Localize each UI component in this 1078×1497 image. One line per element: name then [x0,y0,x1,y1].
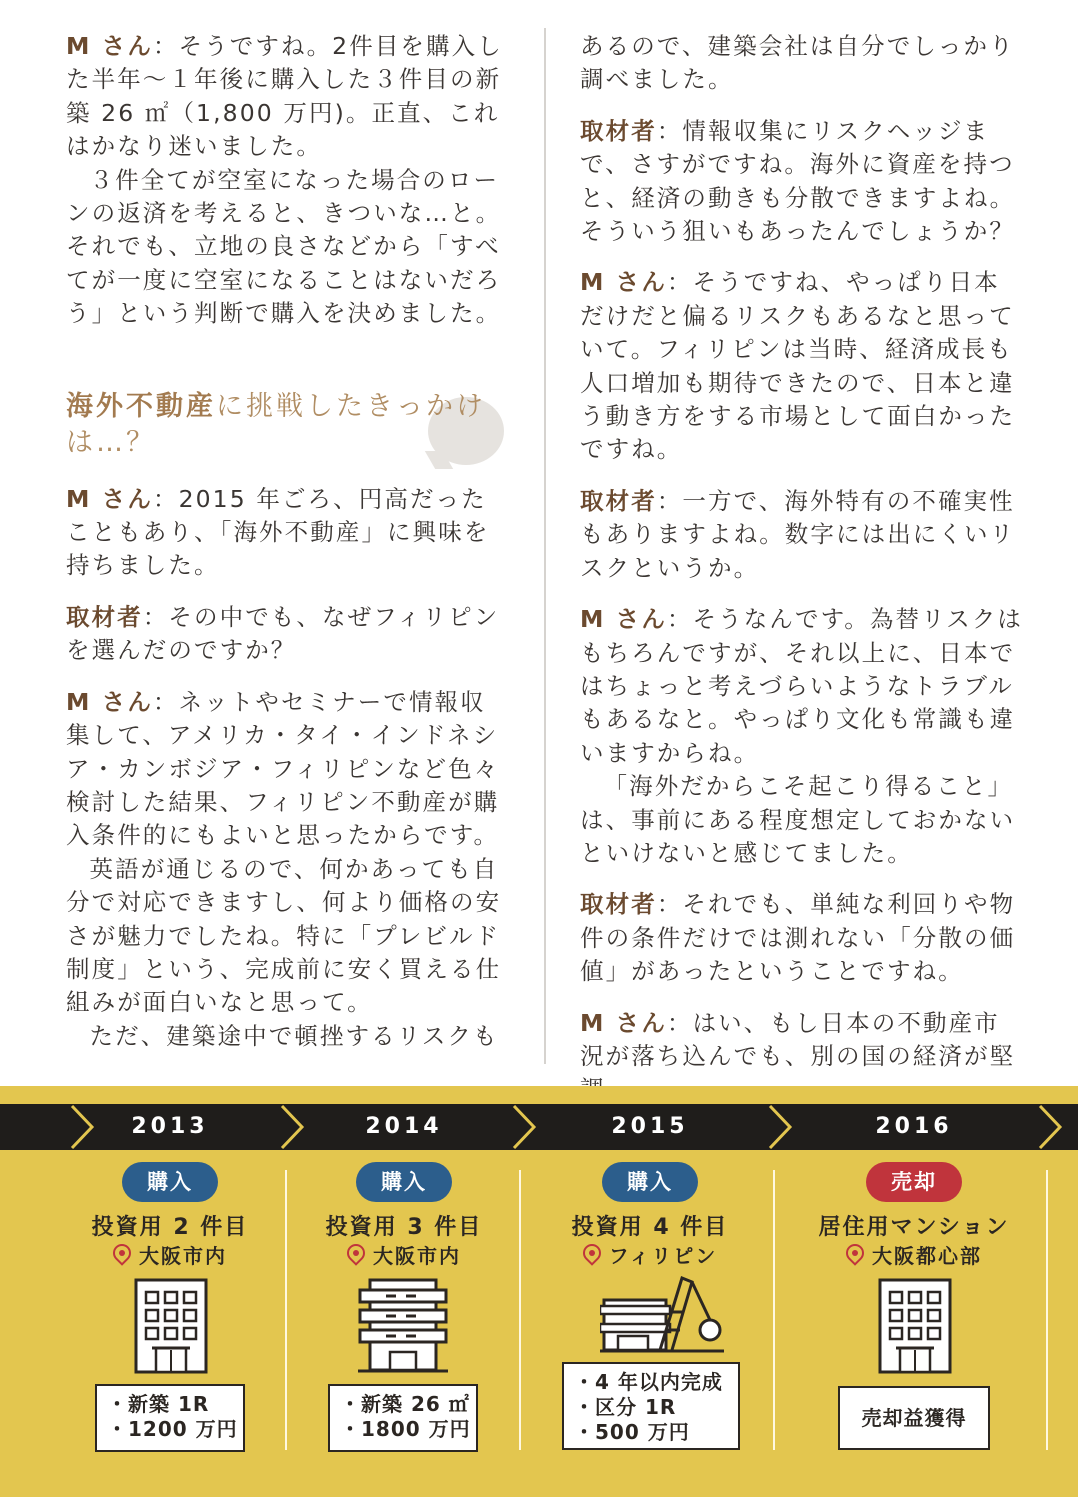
detail-line: ・1800 万円 [340,1417,471,1441]
location-text: フィリピン [608,1244,718,1268]
detail-line: 売却益獲得 [861,1405,967,1430]
chevron-right-icon [72,1106,92,1148]
location-text: 大阪市内 [373,1244,461,1268]
speaker-label: 取材者 [580,116,657,145]
speaker-label: 取材者 [580,890,657,919]
paragraph-text: ：ネットやセミナーで情報収集して、アメリカ・タイ・インドネシア・カンボジア・フィリピンなど色々検討した結果、フィリピン不動産が購入条件的にもよいと思ったからです。 [66,687,500,850]
timeline-separator [773,1170,775,1450]
paragraph-text: ：そうですね。2件目を購入した半年〜１年後に購入した３件目の新築 26 ㎡（1,800 万円)。正直、これはかなり迷いました。 [66,32,503,161]
item-title: 投資用 3 件目 [325,1215,483,1240]
paragraph [580,266,1025,466]
speaker-label: M さん [66,32,153,60]
heading-emphasis: 海外不動産 [66,390,216,422]
paragraph [66,30,506,331]
paragraph [580,603,1025,870]
speaker-label: M さん [580,268,667,297]
timeline-year: 2013 [131,1114,209,1139]
paragraph [580,115,1025,249]
item-title: 居住用マンション [818,1215,1010,1240]
left-column [66,30,506,1071]
detail-line: ・新築 26 ㎡ [340,1392,470,1416]
paragraph-text: ：その中でも、なぜフィリピンを選んだのですか？ [66,602,500,665]
speaker-label: 取材者 [66,602,143,631]
chevron-right-icon [770,1106,790,1148]
location-text: 大阪市内 [139,1244,227,1268]
detail-line: ・新築 1R [107,1392,210,1416]
paragraph-text: ：そうなんです。為替リスクはもちろんですが、それ以上に、日本ではちょっと考えづらいようなトラブルもあるなと。やっぱり文化も常識も違いますからね。 [580,605,1024,767]
item-location [50,1240,290,1269]
item-details [95,1384,245,1452]
location-text: 大阪都心部 [872,1244,982,1268]
location-pin-icon [109,1240,134,1265]
heading-text: に挑戦したきっかけは…？ [66,390,486,458]
timeline-separator [1046,1170,1048,1450]
item-details [328,1384,478,1452]
location-pin-icon [579,1240,604,1265]
item-location [794,1240,1034,1269]
paragraph-text: ：情報収集にリスクヘッジまで、さすがですね。海外に資産を持つと、経済の動きも分散できますよね。そういう狙いもあったんでしょうか？ [580,116,1016,246]
paragraph-text: あるので、建築会社は自分でしっかり調べました。 [580,32,1015,94]
section-heading [66,389,506,461]
status-badge: 購入 [356,1162,452,1202]
chevron-right-icon [1040,1106,1060,1148]
apartment-building-icon [356,1276,450,1374]
paragraph [66,483,506,583]
status-badge: 売却 [866,1162,962,1202]
item-location [530,1240,770,1269]
paragraph-continuation: 英語が通じるので、何かあっても自分で対応できますし、何より価格の安さが魅力でしたね。特に「プレビルド制度」という、完成前に安く買える仕組みが面白いなと思って。 [66,854,502,1017]
item-title: 投資用 2 件目 [91,1215,249,1240]
location-pin-icon [842,1240,867,1265]
location-pin-icon [343,1240,368,1265]
chevron-right-icon [514,1106,534,1148]
speaker-label: M さん [66,687,153,716]
speaker-label: 取材者 [580,486,657,515]
item-details [838,1386,990,1450]
paragraph-text: ：そうですね、やっぱり日本だけだと偏るリスクもあるなと思っていて。フィリピンは当時、経済成長も人口増加も期待できたので、日本と違う動き方をする市場として面白かったですね。 [580,268,1016,464]
paragraph-continuation: 「海外だからこそ起こり得ること」は、事前にある程度想定しておかないといけないと感じてました。 [580,772,1016,867]
detail-line: ・区分 1R [574,1395,677,1419]
paragraph-text: ：一方で、海外特有の不確実性もありますよね。数字には出にくいリスクというか。 [580,486,1016,582]
speaker-label: M さん [66,484,153,513]
paragraph [580,485,1025,585]
item-details [562,1362,740,1450]
item-location [284,1240,524,1269]
timeline-year: 2015 [611,1114,689,1139]
paragraph [580,30,1025,97]
timeline-year: 2014 [365,1114,443,1139]
paragraph [66,601,506,668]
speaker-label: M さん [580,1008,667,1037]
paragraph-text: ：それでも、単純な利回りや物件の条件だけでは測れない「分散の価値」があったということですね。 [580,890,1016,986]
construction-crane-icon [600,1272,724,1356]
paragraph-text: ：はい、もし日本の不動産市況が落ち込んでも、別の国の経済が堅 [580,1008,1016,1070]
office-building-icon [878,1278,952,1374]
paragraph-text: ：2015 年ごろ、円高だったこともあり、「海外不動産」に興味を持ちました。 [66,484,490,580]
speaker-label: M さん [580,605,667,634]
timeline-year: 2016 [875,1114,953,1139]
detail-line: ・4 年以内完成 [574,1370,723,1394]
right-column [580,30,1025,1125]
office-building-icon [134,1278,208,1374]
paragraph [66,686,506,1053]
detail-line: ・500 万円 [574,1420,690,1444]
paragraph [580,888,1025,988]
status-badge: 購入 [122,1162,218,1202]
column-divider [544,28,546,1064]
paragraph-continuation: ３件全てが空室になった場合のローンの返済を考えると、きついな…と。それでも、立地の良さなどから「すべてが一度に空室になることはないだろう」という判断で購入を決めました。 [66,165,502,328]
paragraph-continuation: ただ、建築途中で頓挫するリスクも [89,1021,499,1050]
item-title: 投資用 4 件目 [571,1215,729,1240]
detail-line: ・1200 万円 [107,1417,238,1441]
chevron-right-icon [282,1106,302,1148]
status-badge: 購入 [602,1162,698,1202]
